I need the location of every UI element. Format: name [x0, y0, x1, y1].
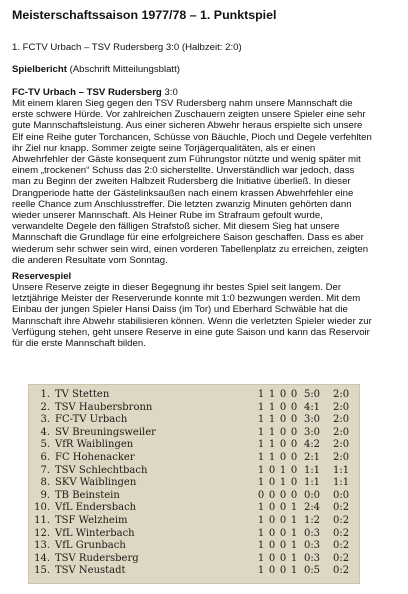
table-losses: 0: [290, 414, 298, 426]
text-line: einem „trockenen“ Schuss das 2:0 sicherstellte. Unverständlich war jedoch, dass: [12, 165, 355, 177]
table-games: 1: [257, 414, 265, 426]
table-rank: 11.: [34, 515, 50, 526]
text-line: Einbau der jungen Spieler Hansi Daiss (im Tor) und Eberhard Schwäble hat die: [12, 304, 348, 316]
table-team: TSV Rudersberg: [55, 552, 139, 564]
table-rank: 6.: [40, 452, 50, 463]
table-team: FC Hohenacker: [55, 452, 135, 463]
table-goals: 1:2: [303, 515, 321, 526]
table-row: [28, 427, 360, 440]
table-row: [28, 465, 360, 478]
table-rank: 12.: [34, 527, 50, 539]
table-draws: 0: [279, 401, 287, 413]
table-row: [28, 528, 360, 541]
table-wins: 0: [268, 477, 276, 489]
text-line: ihr Ziel nur knapp. Sommer zeigte seine Torjägerqualitäten, als er einen: [12, 142, 316, 154]
table-rank: 8.: [40, 477, 50, 489]
text-line: wiederum sehr schwer sein wird, einen vorderen Tabellenplatz zu erreichen, zeigten: [12, 243, 369, 255]
table-wins: 0: [268, 489, 276, 501]
table-draws: 0: [279, 515, 287, 526]
table-losses: 0: [290, 389, 298, 400]
table-losses: 1: [290, 540, 298, 552]
table-row: [28, 414, 360, 427]
table-rank: 5.: [40, 439, 50, 451]
match-heading-score: 3:0: [161, 87, 178, 98]
table-wins: 0: [268, 502, 276, 514]
table-losses: 1: [290, 502, 298, 514]
table-draws: 1: [279, 477, 287, 489]
table-row: [28, 540, 360, 553]
table-rank: 13.: [34, 540, 50, 552]
table-points: 2:0: [333, 401, 350, 413]
text-line: Mannschaft die Grundlage für eine erfolgreichere Saison geschaffen. Dass es aber: [12, 232, 364, 244]
table-rank: 2.: [40, 401, 50, 413]
table-rank: 14.: [34, 552, 50, 564]
table-team: TV Stetten: [55, 389, 110, 400]
table-games: 1: [257, 401, 265, 413]
table-games: 1: [257, 527, 265, 539]
table-draws: 0: [279, 502, 287, 514]
table-draws: 1: [279, 464, 287, 476]
text-line: letztjährige Meister der Reserverunde konnte mit 1:0 bezwungen werden. Mit dem: [12, 293, 361, 305]
table-points: 2:0: [333, 389, 350, 400]
table-losses: 1: [290, 552, 298, 564]
table-games: 1: [257, 426, 265, 438]
table-games: 1: [257, 439, 265, 451]
table-points: 0:2: [333, 515, 350, 526]
table-draws: 0: [279, 439, 287, 451]
table-wins: 0: [268, 527, 276, 539]
table-wins: 0: [268, 515, 276, 526]
table-rank: 1.: [40, 389, 50, 400]
table-draws: 0: [279, 414, 287, 426]
text-line: wieder unserer Mannschaft. Als Heiner Rube im Strafraum gefoult wurde,: [12, 210, 323, 222]
text-line: gute Mannschaftsleistung. Aus einer sicheren Abwehr heraus erspielte sich unsere: [12, 120, 363, 132]
reserve-report-paragraph: [12, 282, 404, 349]
table-team: TB Beinstein: [55, 489, 120, 501]
table-points: 0:2: [333, 502, 350, 514]
table-draws: 0: [279, 565, 287, 577]
table-games: 1: [257, 464, 265, 476]
page-title: Meisterschaftssaison 1977/78 – 1. Punktspiel: [12, 8, 277, 22]
table-team: VfR Waiblingen: [55, 439, 134, 451]
table-goals: 0:3: [303, 527, 321, 539]
table-rank: 4.: [40, 426, 50, 438]
table-wins: 1: [268, 426, 276, 438]
table-losses: 1: [290, 527, 298, 539]
table-wins: 0: [268, 552, 276, 564]
table-points: 2:0: [333, 439, 350, 451]
table-rank: 10.: [34, 502, 50, 514]
table-rank: 3.: [40, 414, 50, 426]
text-line: verwandelte Degele den fälligen Strafstoß sicher. Mit diesem Sieg hat unsere: [12, 221, 340, 233]
table-team: TSF Welzheim: [55, 515, 128, 526]
table-draws: 0: [279, 389, 287, 400]
table-losses: 1: [290, 565, 298, 577]
table-row: [28, 402, 360, 415]
text-line: Drangperiode hatte der Gästelinksaußen nach einem krassen Abwehrfehler eine: [12, 187, 354, 199]
table-points: 0:2: [333, 565, 350, 577]
table-points: 0:2: [333, 552, 350, 564]
table-draws: 0: [279, 540, 287, 552]
table-points: 0:0: [333, 489, 350, 501]
table-losses: 0: [290, 464, 298, 476]
table-draws: 0: [279, 489, 287, 501]
table-points: 2:0: [333, 452, 350, 463]
table-rank: 7.: [40, 464, 50, 476]
table-goals: 3:0: [303, 414, 321, 426]
table-losses: 0: [290, 452, 298, 463]
table-games: 1: [257, 389, 265, 400]
table-goals: 3:0: [303, 426, 321, 438]
table-games: 0: [257, 489, 265, 501]
table-draws: 0: [279, 527, 287, 539]
table-draws: 0: [279, 552, 287, 564]
table-wins: 1: [268, 401, 276, 413]
table-wins: 1: [268, 389, 276, 400]
match-report-paragraph: [12, 98, 404, 266]
table-losses: 0: [290, 426, 298, 438]
table-games: 1: [257, 540, 265, 552]
table-row: [28, 389, 360, 402]
text-line: Mit einem klaren Sieg gegen den TSV Rudersberg nahm unsere Mannschaft die: [12, 98, 353, 109]
table-rank: 15.: [34, 565, 50, 577]
table-team: SV Breuningsweiler: [55, 426, 156, 438]
table-games: 1: [257, 477, 265, 489]
text-line: die anderen Resultate vom Sonntag.: [12, 254, 168, 266]
table-points: 0:2: [333, 540, 350, 552]
league-table-clipping: [28, 384, 360, 584]
table-points: 2:0: [333, 414, 350, 426]
table-row: [28, 490, 360, 503]
table-draws: 0: [279, 452, 287, 463]
report-heading-note: (Abschrift Mitteilungsblatt): [66, 64, 180, 75]
table-points: 1:1: [333, 477, 350, 489]
text-line: Abwehrfehler der Gäste konsequent zum Führungstor nützte und wenig später mit: [12, 154, 361, 166]
table-wins: 0: [268, 540, 276, 552]
table-goals: 1:1: [303, 477, 321, 489]
table-goals: 0:3: [303, 540, 321, 552]
table-row: [28, 515, 360, 528]
table-goals: 4:2: [303, 439, 321, 451]
table-goals: 0:3: [303, 552, 321, 564]
table-games: 1: [257, 502, 265, 514]
match-result-line: 1. FCTV Urbach – TSV Rudersberg 3:0 (Halbzeit: 2:0): [12, 42, 242, 53]
table-goals: 0:0: [303, 489, 321, 501]
table-wins: 1: [268, 414, 276, 426]
table-wins: 0: [268, 565, 276, 577]
text-line: Verfügung stehen, geht unsere Reserve in eine gute Saison und kann das Reservoir: [12, 326, 370, 338]
table-row: [28, 452, 360, 465]
text-line: Elf eine Reihe guter Torchancen, Schüsse von Bäuchle, Pioch und Degele verfehlten: [12, 131, 372, 143]
table-team: SKV Waiblingen: [55, 477, 137, 489]
table-row: [28, 502, 360, 515]
match-heading-teams: FC-TV Urbach – TSV Rudersberg: [12, 87, 162, 98]
table-goals: 0:5: [303, 565, 321, 577]
text-line: Mannschaft ihre Abwehr stabilisieren können. Wenn die verletzten Spieler wieder zur: [12, 315, 372, 327]
report-heading-bold: Spielbericht: [12, 64, 67, 75]
table-row: [28, 477, 360, 490]
text-line: reelle Chance zum Anschlusstreffer. Die letzten zwanzig Minuten gehörten dann: [12, 198, 352, 210]
table-team: TSV Neustadt: [55, 565, 126, 577]
match-heading: [12, 87, 404, 98]
table-points: 1:1: [333, 464, 350, 476]
report-heading: [12, 64, 404, 75]
table-team: FC-TV Urbach: [55, 414, 128, 426]
table-team: VfL Endersbach: [55, 502, 137, 514]
table-points: 0:2: [333, 527, 350, 539]
table-draws: 0: [279, 426, 287, 438]
table-games: 1: [257, 515, 265, 526]
table-losses: 0: [290, 489, 298, 501]
table-points: 2:0: [333, 426, 350, 438]
table-losses: 0: [290, 401, 298, 413]
table-row: [28, 553, 360, 566]
table-row: [28, 439, 360, 452]
table-losses: 0: [290, 439, 298, 451]
table-losses: 1: [290, 515, 298, 526]
table-team: VfL Winterbach: [55, 527, 135, 539]
text-line: für die erste Mannschaft bilden.: [12, 338, 146, 350]
text-line: man zu Beginn der zweiten Halbzeit Rudersberg die Initiative überließ. In dieser: [12, 176, 351, 188]
table-games: 1: [257, 552, 265, 564]
text-line: erste schwere Hürde. Vor zahlreichen Zuschauern zeigten unsere Spieler eine sehr: [12, 109, 366, 121]
table-losses: 0: [290, 477, 298, 489]
text-line: Unsere Reserve zeigte in dieser Begegnung ihr bestes Spiel seit langem. Der: [12, 282, 342, 293]
table-goals: 1:1: [303, 464, 321, 476]
table-goals: 2:4: [303, 502, 321, 514]
table-team: VfL Grunbach: [55, 540, 126, 552]
table-team: TSV Haubersbronn: [55, 401, 153, 413]
table-wins: 0: [268, 464, 276, 476]
table-rank: 9.: [40, 489, 50, 501]
table-wins: 1: [268, 439, 276, 451]
table-row: [28, 565, 360, 578]
table-goals: 4:1: [303, 401, 321, 413]
table-games: 1: [257, 565, 265, 577]
reserve-heading: Reservespiel: [12, 271, 72, 282]
table-goals: 5:0: [303, 389, 321, 400]
table-team: TSV Schlechtbach: [55, 464, 148, 476]
table-wins: 1: [268, 452, 276, 463]
table-goals: 2:1: [303, 452, 321, 463]
table-games: 1: [257, 452, 265, 463]
